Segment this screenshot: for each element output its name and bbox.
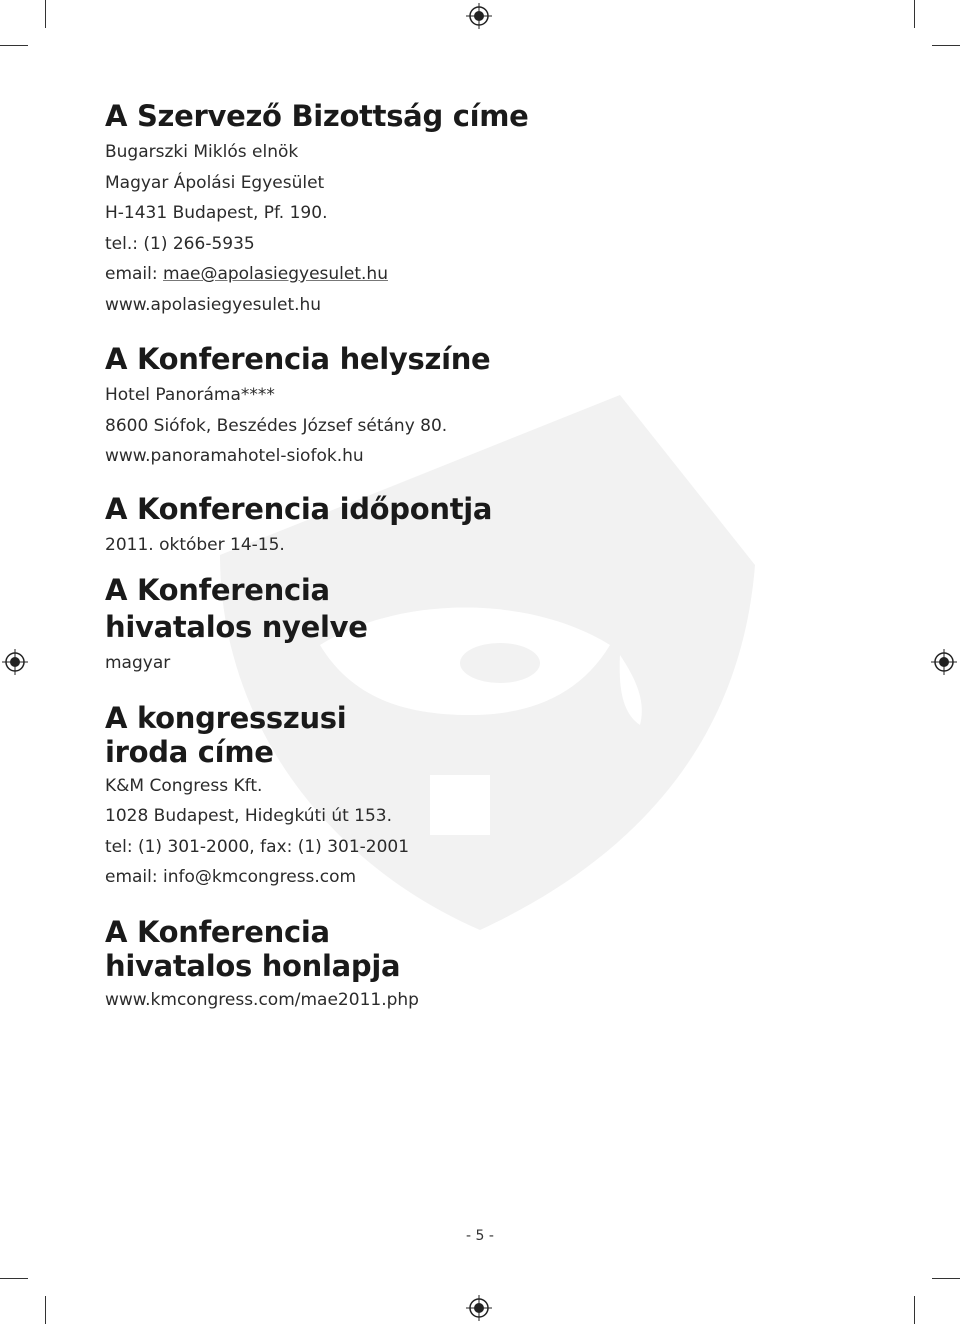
content-column xyxy=(105,98,805,1015)
section-heading: A Konferencia hivatalos honlapja xyxy=(105,914,401,983)
registration-mark-icon xyxy=(2,649,28,675)
crop-mark xyxy=(0,1278,28,1279)
section-heading: A Konferencia helyszíne xyxy=(105,342,491,376)
crop-mark xyxy=(45,0,46,28)
text-line: magyar xyxy=(105,653,171,673)
section-official-language xyxy=(105,572,805,679)
section-date xyxy=(105,491,805,561)
email-link[interactable]: mae@apolasiegyesulet.hu xyxy=(163,264,388,284)
text-line: Magyar Ápolási Egyesület xyxy=(105,172,325,193)
text-line: tel.: (1) 266-5935 xyxy=(105,233,255,254)
crop-mark xyxy=(932,1278,960,1279)
crop-mark xyxy=(914,1296,915,1324)
registration-mark-icon xyxy=(466,1295,492,1321)
email-line xyxy=(105,259,805,290)
text-line: 2011. október 14-15. xyxy=(105,534,285,555)
section-heading: A Konferencia időpontja xyxy=(105,491,493,526)
email-label: email: xyxy=(105,264,164,284)
crop-mark xyxy=(914,0,915,28)
text-line: 1028 Budapest, Hidegkúti út 153. xyxy=(105,806,393,826)
section-heading: A Szervező Bizottság címe xyxy=(105,99,529,133)
website-link[interactable]: www.apolasiegyesulet.hu xyxy=(105,294,322,315)
section-venue xyxy=(105,341,805,472)
text-line: tel: (1) 301-2000, fax: (1) 301-2001 xyxy=(105,836,410,857)
website-link[interactable]: www.panoramahotel-siofok.hu xyxy=(105,446,364,466)
website-link[interactable]: www.kmcongress.com/mae2011.php xyxy=(105,989,419,1010)
text-line: H-1431 Budapest, Pf. 190. xyxy=(105,203,328,223)
email-line[interactable]: email: info@kmcongress.com xyxy=(105,867,357,887)
section-heading: A kongresszusi iroda címe xyxy=(105,700,347,769)
page-number: - 5 - xyxy=(466,1228,494,1244)
text-line: 8600 Siófok, Beszédes József sétány 80. xyxy=(105,415,448,436)
text-line: K&M Congress Kft. xyxy=(105,775,263,796)
text-line: Bugarszki Miklós elnök xyxy=(105,142,299,162)
text-line: Hotel Panoráma**** xyxy=(105,385,275,405)
section-congress-office xyxy=(105,701,805,893)
registration-mark-icon xyxy=(466,3,492,29)
section-heading: A Konferencia hivatalos nyelve xyxy=(105,573,368,644)
registration-mark-icon xyxy=(931,649,957,675)
section-organizing-committee xyxy=(105,98,805,320)
section-official-website xyxy=(105,915,805,1016)
crop-mark xyxy=(45,1296,46,1324)
crop-mark xyxy=(0,45,28,46)
crop-mark xyxy=(932,45,960,46)
